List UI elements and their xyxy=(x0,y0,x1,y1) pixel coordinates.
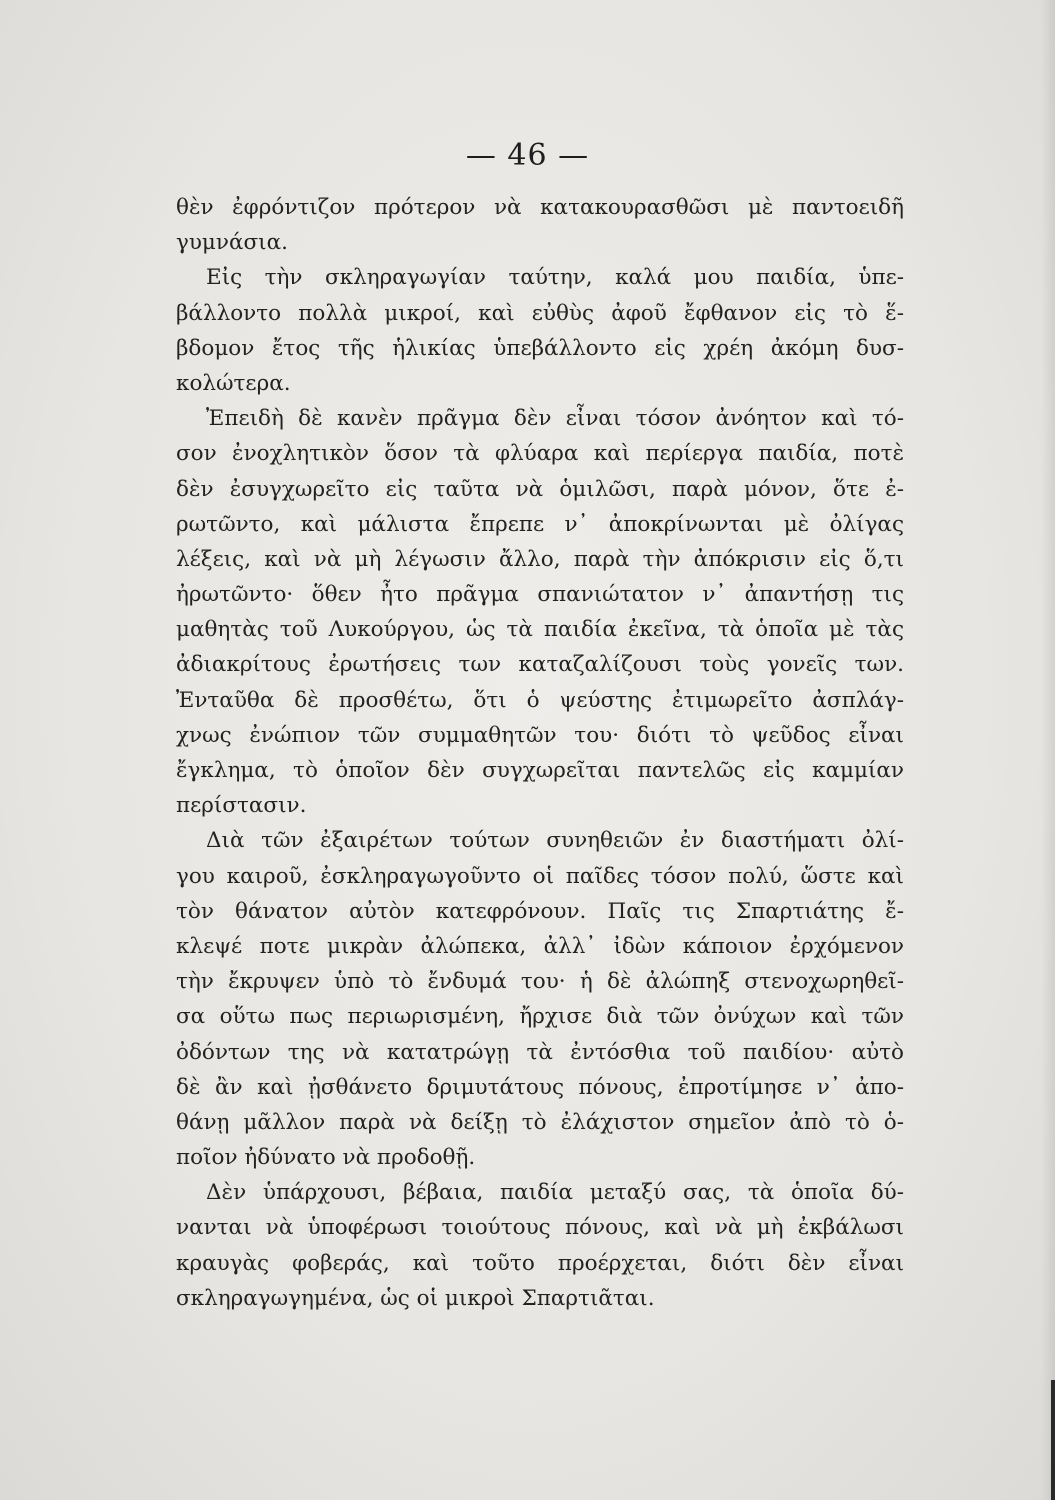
text-line: Ἐπειδὴ δὲ κανὲν πρᾶγμα δὲν εἶναι τόσον ἀνόητον καὶ τό- xyxy=(206,406,904,432)
text-line: μαθητὰς τοῦ Λυκούργου, ὡς τὰ παιδία ἐκεῖνα, τὰ ὁποῖα μὲ τὰς xyxy=(176,617,904,643)
text-line: κλεψέ ποτε μικρὰν ἀλώπεκα, ἀλλ᾽ ἰδὼν κάποιον ἐρχόμενον xyxy=(176,933,904,959)
text-line: ἠρωτῶντο· ὅθεν ἦτο πρᾶγμα σπανιώτατον ν᾽ ἀπαντήσῃ τις xyxy=(176,582,904,608)
text-line: θὲν ἐφρόντιζον πρότερον νὰ κατακουρασθῶσι μὲ παντοειδῆ xyxy=(176,195,904,220)
text-line: σκληραγωγημένα, ὡς οἱ μικροὶ Σπαρτιᾶται. xyxy=(176,1285,655,1311)
text-line: τὸν θάνατον αὐτὸν κατεφρόνουν. Παῖς τις Σπαρτιάτης ἔ- xyxy=(176,898,904,924)
text-line: δὲ ἂν καὶ ᾐσθάνετο δριμυτάτους πόνους, ἐπροτίμησε ν᾽ ἀπο- xyxy=(176,1074,904,1100)
text-line: δὲν ἐσυγχωρεῖτο εἰς ταῦτα νὰ ὁμιλῶσι, παρὰ μόνον, ὅτε ἐ- xyxy=(176,476,904,502)
page-edge-shadow xyxy=(1041,0,1055,1500)
text-line: Εἰς τὴν σκληραγωγίαν ταύτην, καλά μου παιδία, ὑπε- xyxy=(206,265,904,291)
text-line: ρωτῶντο, καὶ μάλιστα ἔπρεπε ν᾽ ἀποκρίνωνται μὲ ὀλίγας xyxy=(176,511,904,537)
text-line: βάλλοντο πολλὰ μικροί, καὶ εὐθὺς ἀφοῦ ἔφθανον εἰς τὸ ἕ- xyxy=(176,300,904,326)
text-line: σον ἐνοχλητικὸν ὅσον τὰ φλύαρα καὶ περίεργα παιδία, ποτὲ xyxy=(176,441,904,467)
text-line: γου καιροῦ, ἐσκληραγωγοῦντο οἱ παῖδες τόσον πολύ, ὥστε καὶ xyxy=(176,863,904,889)
text-line: σα οὕτω πως περιωρισμένη, ἤρχισε διὰ τῶν ὀνύχων καὶ τῶν xyxy=(176,1004,904,1030)
text-line: Δὲν ὑπάρχουσι, βέβαια, παιδία μεταξύ σας, τὰ ὁποῖα δύ- xyxy=(206,1180,904,1206)
text-line: κραυγὰς φοβεράς, καὶ τοῦτο προέρχεται, διότι δὲν εἶναι xyxy=(176,1250,904,1276)
text-line: Ἐνταῦθα δὲ προσθέτω, ὅτι ὁ ψεύστης ἐτιμωρεῖτο ἀσπλάγ- xyxy=(176,687,904,713)
text-line: ποῖον ἠδύνατο νὰ προδοθῇ. xyxy=(176,1145,476,1171)
text-line: περίστασιν. xyxy=(176,793,307,819)
text-line: λέξεις, καὶ νὰ μὴ λέγωσιν ἄλλο, παρὰ τὴν ἀπόκρισιν εἰς ὅ,τι xyxy=(176,546,904,572)
text-line: ἀδιακρίτους ἐρωτήσεις των καταζαλίζουσι τοὺς γονεῖς των. xyxy=(176,652,904,678)
text-line: βδομον ἔτος τῆς ἡλικίας ὑπεβάλλοντο εἰς χρέη ἀκόμη δυσ- xyxy=(176,335,904,361)
text-line: νανται νὰ ὑποφέρωσι τοιούτους πόνους, καὶ νὰ μὴ ἐκβάλωσι xyxy=(176,1215,904,1241)
text-line: γυμνάσια. xyxy=(176,230,288,256)
body-text xyxy=(176,190,904,1316)
page-number: — 46 — xyxy=(465,138,590,173)
text-line: κολώτερα. xyxy=(176,370,291,396)
scan-edge-mark xyxy=(1051,1380,1055,1500)
text-line: χνως ἐνώπιον τῶν συμμαθητῶν του· διότι τὸ ψεῦδος εἶναι xyxy=(176,722,904,748)
text-line: Διὰ τῶν ἐξαιρέτων τούτων συνηθειῶν ἐν διαστήματι ὀλί- xyxy=(206,828,904,854)
text-line: ὀδόντων της νὰ κατατρώγῃ τὰ ἐντόσθια τοῦ παιδίου· αὐτὸ xyxy=(176,1039,904,1065)
text-line: τὴν ἔκρυψεν ὑπὸ τὸ ἔνδυμά του· ἡ δὲ ἀλώπηξ στενοχωρηθεῖ- xyxy=(176,969,904,995)
text-line: ἔγκλημα, τὸ ὁποῖον δὲν συγχωρεῖται παντελῶς εἰς καμμίαν xyxy=(176,758,904,783)
text-line: θάνῃ μᾶλλον παρὰ νὰ δείξῃ τὸ ἐλάχιστον σημεῖον ἀπὸ τὸ ὁ- xyxy=(176,1109,904,1135)
